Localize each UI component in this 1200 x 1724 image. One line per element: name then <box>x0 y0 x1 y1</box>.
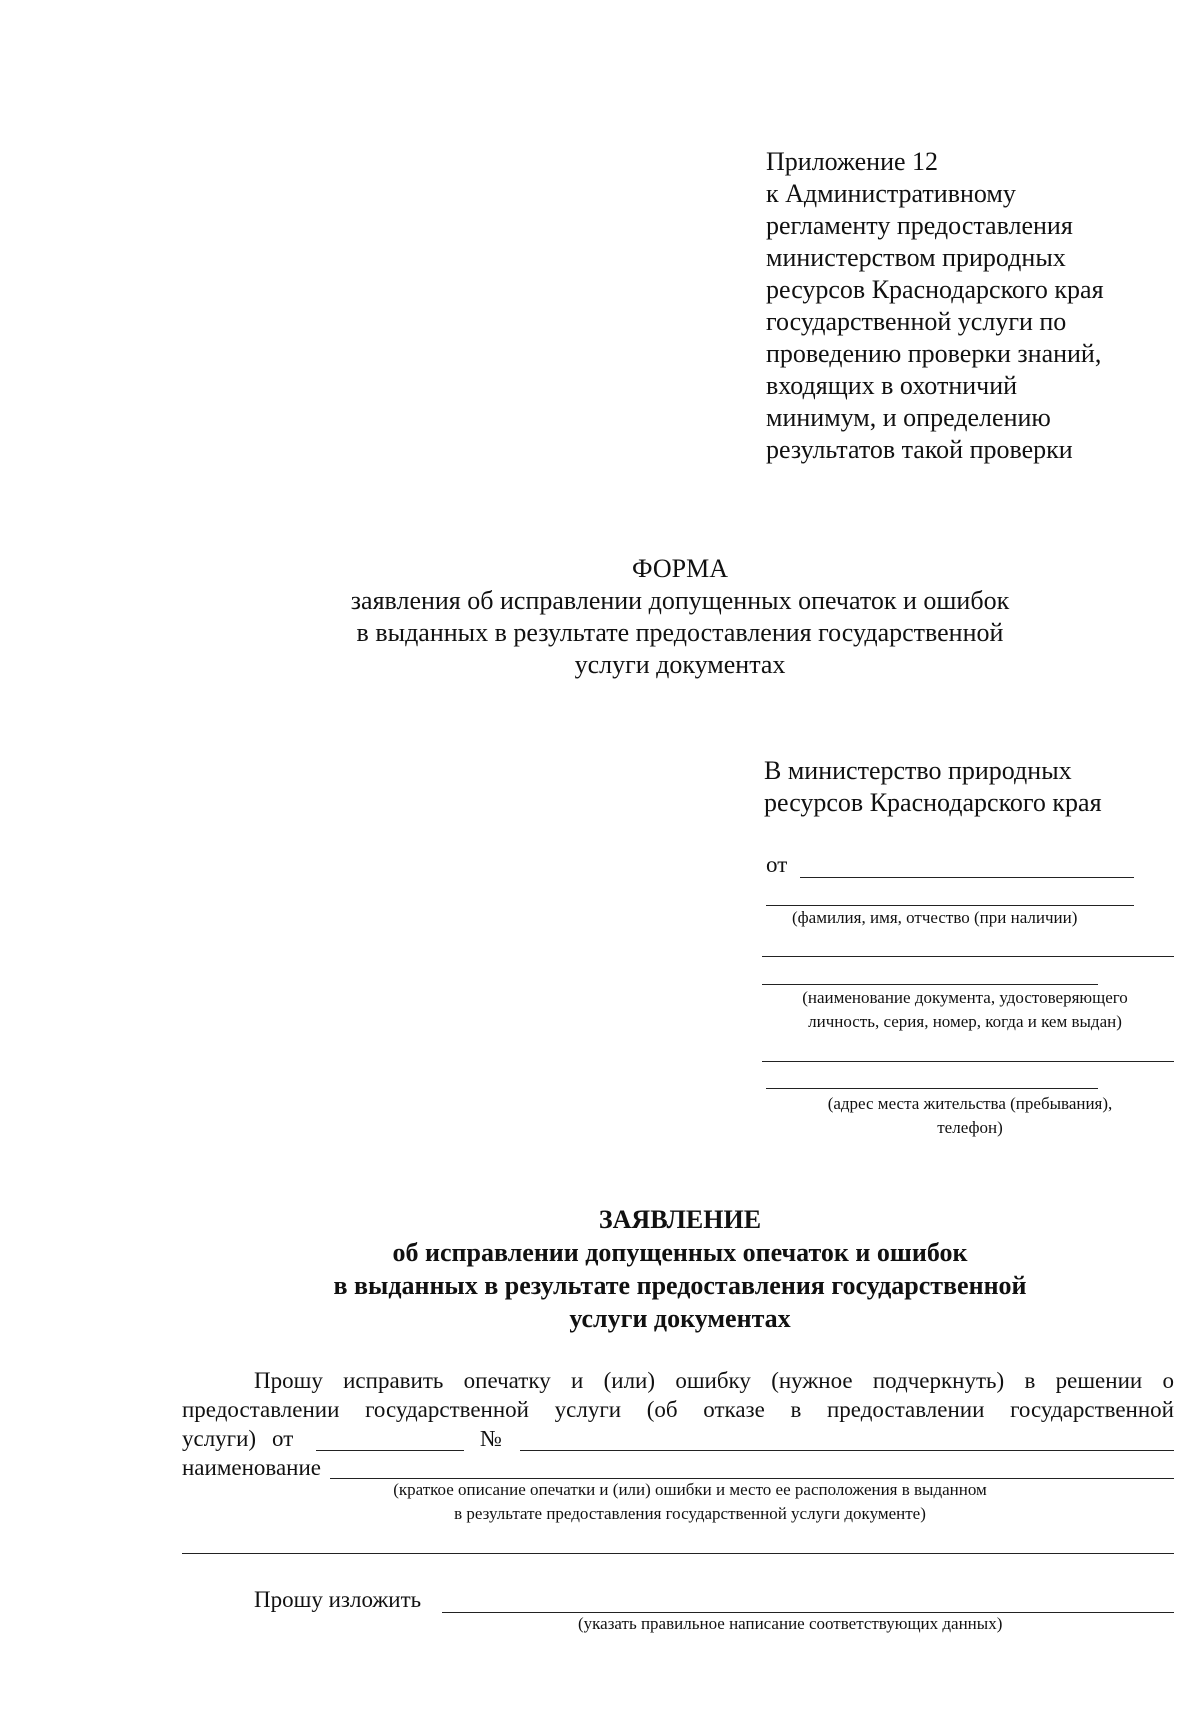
from-name-line[interactable] <box>800 877 1134 878</box>
statement-header <box>220 1203 1140 1335</box>
name-label: наименование <box>182 1455 321 1480</box>
statement-subtitle-line: в выданных в результате предоставления государственной <box>333 1271 1027 1300</box>
id-document-caption <box>740 986 1190 1034</box>
address-caption <box>760 1092 1180 1140</box>
fio-caption: (фамилия, имя, отчество (при наличии) <box>792 908 1078 927</box>
appendix-line: проведению проверки знаний, <box>766 339 1102 368</box>
address-caption-line: (адрес места жительства (пребывания), <box>827 1094 1113 1113</box>
id-document-caption-line: (наименование документа, удостоверяющего <box>802 988 1128 1007</box>
appendix-line: ресурсов Краснодарского края <box>766 275 1104 304</box>
appendix-line: минимум, и определению <box>766 403 1051 432</box>
services-label: услуги) <box>182 1426 257 1451</box>
addressee-line: В министерство природных <box>764 756 1072 785</box>
form-subtitle-line: заявления об исправлении допущенных опечаток и ошибок <box>350 586 1010 615</box>
appendix-line: регламенту предоставления <box>766 211 1073 240</box>
request-label: Прошу изложить <box>254 1587 422 1612</box>
date-from-label: от <box>272 1426 294 1451</box>
statement-title: ЗАЯВЛЕНИЕ <box>598 1205 762 1234</box>
statement-subtitle-line: услуги документах <box>569 1304 791 1333</box>
appendix-line: государственной услуги по <box>766 307 1067 336</box>
id-document-line-2[interactable] <box>762 984 1098 985</box>
appendix-block <box>766 146 1186 466</box>
form-header <box>220 553 1140 681</box>
appendix-line: министерством природных <box>766 243 1066 272</box>
error-description-caption-line: (краткое описание опечатки и (или) ошибки и место ее расположения в выданном <box>393 1480 987 1499</box>
form-title: ФОРМА <box>632 554 728 583</box>
id-document-line-1[interactable] <box>762 956 1174 957</box>
appendix-line: к Административному <box>766 179 1016 208</box>
appendix-line: результатов такой проверки <box>766 435 1073 464</box>
addressee-block <box>764 755 1184 819</box>
from-label: от <box>766 852 788 877</box>
decision-date-line[interactable] <box>316 1450 464 1451</box>
form-subtitle-line: услуги документах <box>574 650 786 679</box>
appendix-line: входящих в охотничий <box>766 371 1018 400</box>
correct-data-caption: (указать правильное написание соответствующих данных) <box>578 1614 1003 1633</box>
number-label: № <box>480 1426 502 1451</box>
statement-subtitle-line: об исправлении допущенных опечаток и ошибок <box>392 1238 968 1267</box>
body-line-2: предоставлении государственной услуги (об отказе в предоставлении государственной <box>182 1397 1174 1422</box>
address-caption-line: телефон) <box>937 1118 1003 1137</box>
error-description-line-2[interactable] <box>182 1553 1174 1554</box>
error-description-caption <box>300 1478 1080 1526</box>
form-subtitle-line: в выданных в результате предоставления государственной <box>356 618 1004 647</box>
id-document-caption-line: личность, серия, номер, когда и кем выдан) <box>808 1012 1122 1031</box>
body-line-1: Прошу исправить опечатку и (или) ошибку (нужное подчеркнуть) в решении о <box>254 1368 1174 1393</box>
error-description-caption-line: в результате предоставления государственной услуги документе) <box>454 1504 926 1523</box>
addressee-line: ресурсов Краснодарского края <box>764 788 1102 817</box>
address-line-2[interactable] <box>766 1088 1098 1089</box>
appendix-line: Приложение 12 <box>766 147 939 176</box>
decision-number-line[interactable] <box>520 1450 1174 1451</box>
address-line-1[interactable] <box>762 1061 1174 1062</box>
